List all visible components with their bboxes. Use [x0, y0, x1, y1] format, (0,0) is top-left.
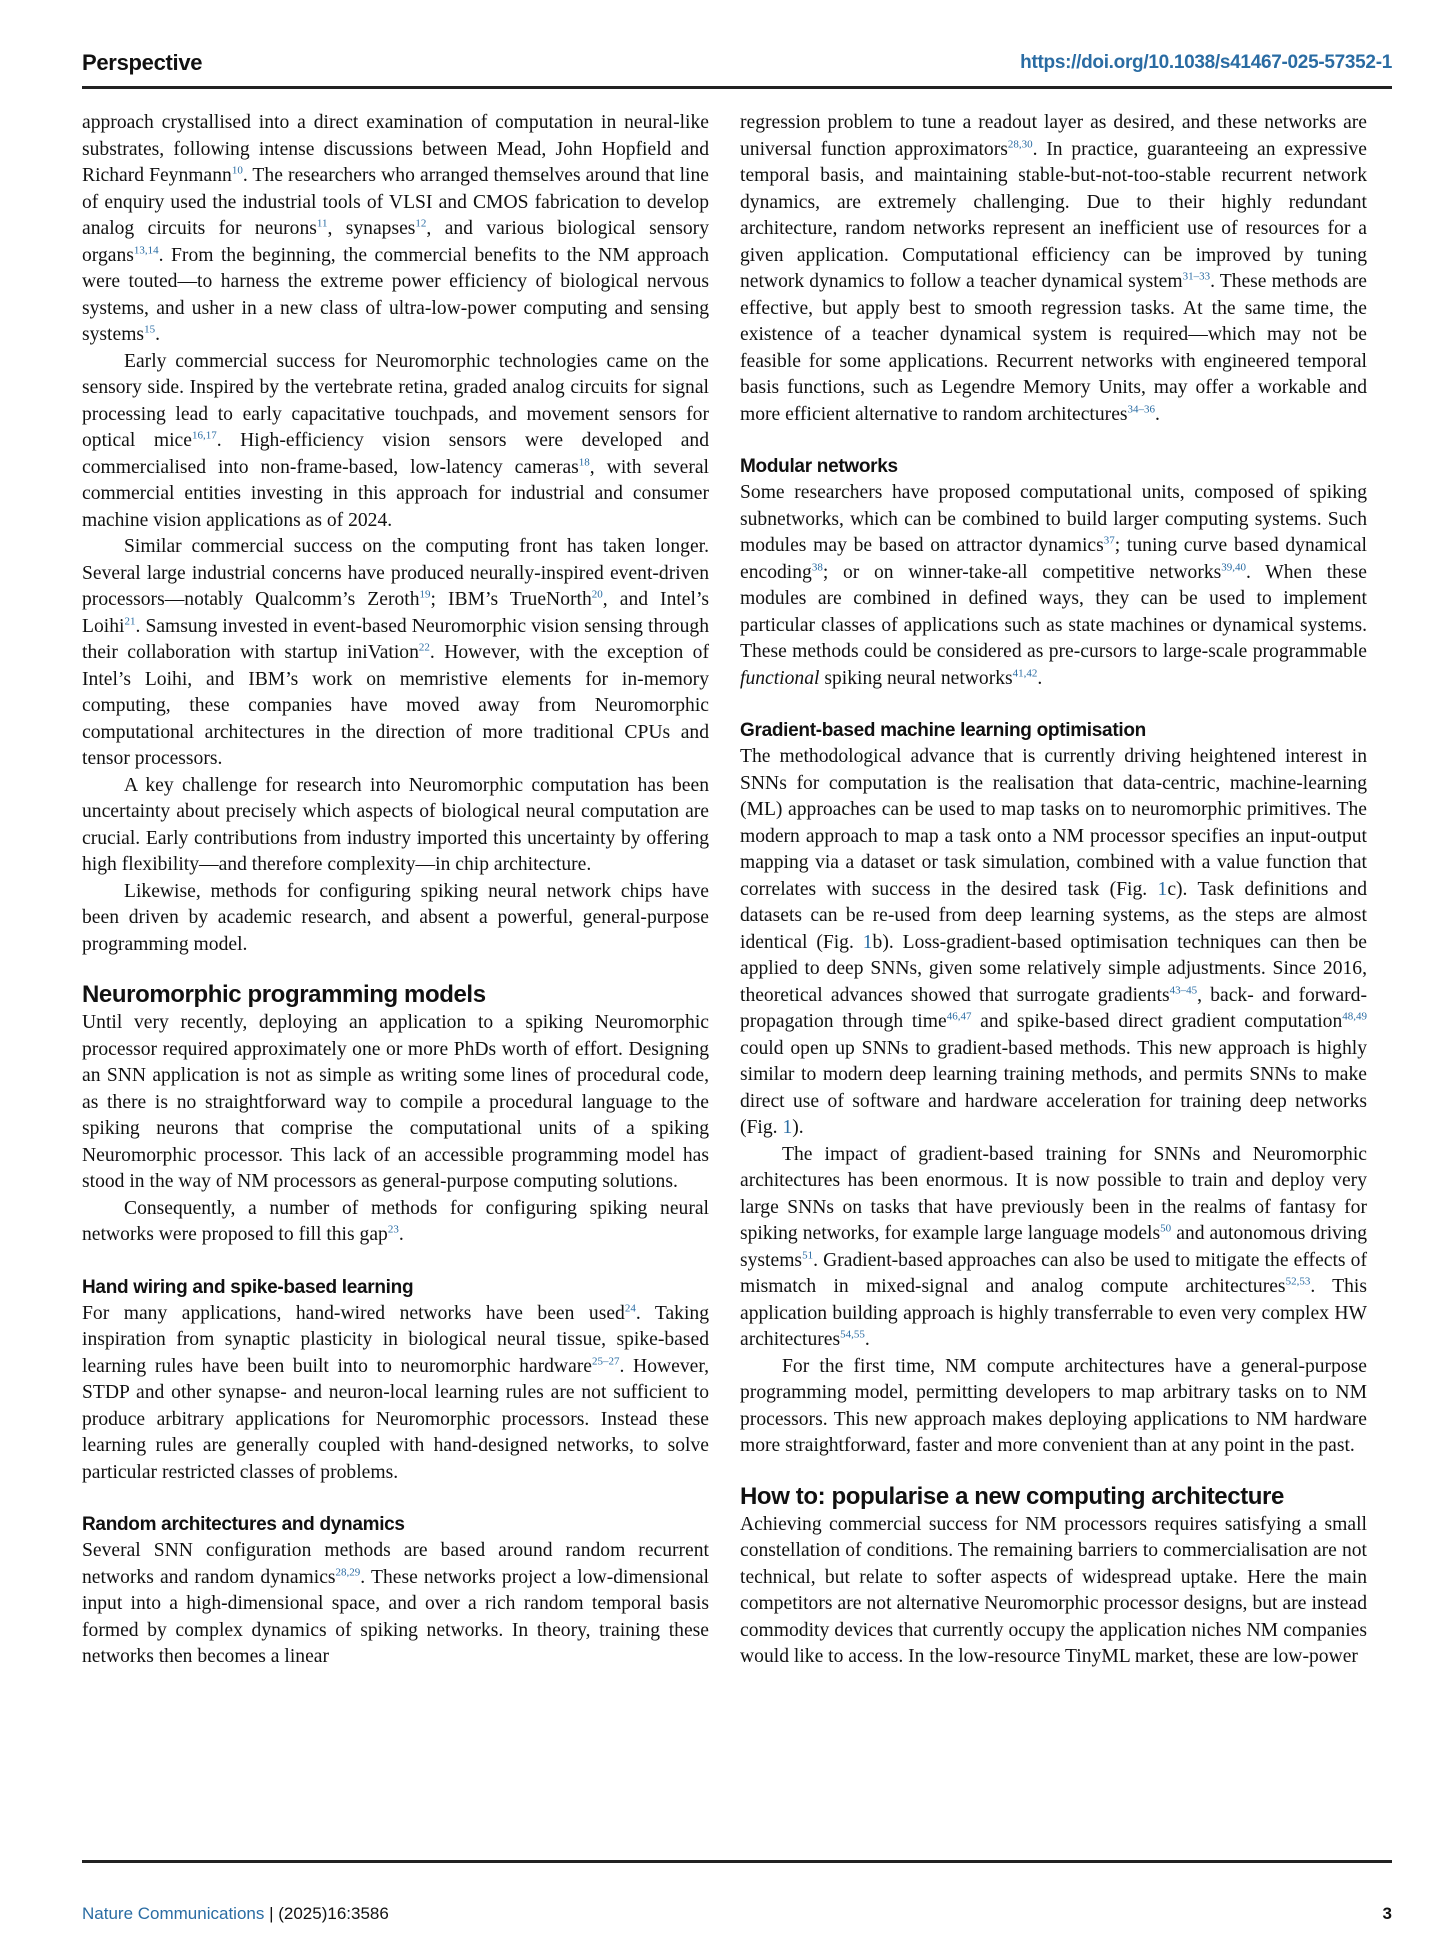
figure-reference-link[interactable]: 1: [782, 1117, 793, 1138]
body-paragraph: The methodological advance that is currently driving heightened interest in SNNs for computation is the realisation that data-centric, machine-learning (ML) approaches can be used to map tasks on to neuromorphic primitives. The modern approach to map a task onto a NM processor specifies an input-output mapping via a dataset or task simulation, combined with a value function that correlates with success in the desired task (Fig. 1c). Task definitions and datasets can be re-used from deep learning systems, as the steps are almost identical (Fig. 1b). Loss-gradient-based optimisation techniques can then be applied to deep SNNs, given some relatively simple adjustments. Since 2016, theoretical advances showed that surrogate gradients$^{43-45}$, back- and forward-propagation through time$^{46,47}$ and spike-based direct gradient computation$^{48,49}$ could open up SNNs to gradient-based methods. This new approach is highly similar to modern deep learning training methods, and permits SNNs to make direct use of software and hardware acceleration for training deep networks (Fig. 1).: [740, 746, 1368, 1138]
citation-reference[interactable]: 13,14: [133, 243, 159, 256]
citation-reference[interactable]: 41,42: [1012, 666, 1038, 679]
journal-name-link[interactable]: Nature Communications: [82, 1904, 265, 1923]
body-paragraph: Until very recently, deploying an application to a spiking Neuromorphic processor required approximately one or more PhDs worth of effort. Designing an SNN application is not as simple as writing some lines of procedural code, as there is no straightforward way to compile a procedural language to the spiking neurons that comprise the computational units of a spiking Neuromorphic processor. This lack of an accessible programming model has stood in the way of NM processors as general-purpose computing solutions.: [82, 1012, 709, 1192]
body-paragraph: Likewise, methods for configuring spiking neural network chips have been driven by academic research, and absent a powerful, general-purpose programming model.: [82, 880, 709, 955]
subsection-heading: Gradient-based machine learning optimisation: [740, 720, 1146, 741]
page-header: [82, 46, 1392, 86]
left-column: [82, 110, 709, 1671]
citation-reference[interactable]: 23: [387, 1223, 399, 1236]
page-footer: [82, 1904, 1392, 1934]
citation-reference[interactable]: 25–27: [592, 1354, 620, 1367]
citation-reference[interactable]: 48,49: [1342, 1010, 1367, 1023]
citation-reference[interactable]: 38: [811, 560, 823, 573]
citation-reference[interactable]: 31–33: [1182, 270, 1211, 283]
body-paragraph: Similar commercial success on the computing front has taken longer. Several large industrial concerns have produced neurally-inspired event-driven processors—notably Qualcomm’s Zeroth$^{19}$; IBM’s TrueNorth$^{20}$, and Intel’s Loihi$^{21}$. Samsung invested in event-based Neuromorphic vision sensing through their collaboration with startup iniVation$^{22}$. However, with the exception of Intel’s Loihi, and IBM’s work on memristive elements for in-memory computing, these companies have moved away from Neuromorphic computational architectures in the direction of more traditional CPUs and tensor processors.: [82, 536, 710, 769]
citation-reference[interactable]: 19: [419, 588, 431, 601]
page-number: 3: [1382, 1904, 1392, 1923]
citation-reference[interactable]: 15: [144, 323, 156, 336]
body-paragraph: Consequently, a number of methods for configuring spiking neural networks were proposed to fill this gap$^{23}$.: [82, 1197, 709, 1245]
citation-reference[interactable]: 20: [591, 588, 603, 601]
citation-reference[interactable]: 43–45: [1169, 983, 1198, 996]
citation-reference[interactable]: 24: [624, 1301, 636, 1314]
citation-reference[interactable]: 50: [1160, 1222, 1172, 1235]
citation-reference[interactable]: 18: [578, 455, 590, 468]
subsection-heading: Random architectures and dynamics: [82, 1514, 405, 1535]
citation-reference[interactable]: 11: [316, 217, 328, 230]
subsection-heading: Modular networks: [740, 456, 898, 477]
citation-reference[interactable]: 22: [418, 641, 430, 654]
citation-reference[interactable]: 51: [802, 1248, 814, 1261]
body-paragraph: For many applications, hand-wired networks have been used$^{24}$. Taking inspiration from synaptic plasticity in biological neural tissue, spike-based learning rules have been built into to neuromorphic hardware$^{25-27}$. However, STDP and other synapse- and neuron-local learning rules are not sufficient to produce arbitrary applications for Neuromorphic processors. Instead these learning rules are generally coupled with hand-designed networks, to solve particular restricted classes of problems.: [82, 1301, 709, 1483]
citation-reference[interactable]: 28,29: [335, 1565, 361, 1578]
volume-citation: (2025)16:3586: [278, 1904, 389, 1923]
section-heading: How to: popularise a new computing architecture: [740, 1482, 1284, 1510]
header-rule: [82, 86, 1392, 89]
right-column: [740, 110, 1367, 1671]
body-paragraph: The impact of gradient-based training for SNNs and Neuromorphic architectures has been enormous. It is now possible to train and deploy very large SNNs on tasks that have previously been in the realms of fantasy for spiking networks, for example large language models$^{50}$ and autonomous driving systems$^{51}$. Gradient-based approaches can also be used to mitigate the effects of mismatch in mixed-signal and analog compute architectures$^{52,53}$. This application building approach is highly transferrable to even very complex HW architectures$^{54,55}$.: [740, 1143, 1367, 1350]
citation-reference[interactable]: 28,30: [1007, 137, 1033, 150]
footer-rule: [82, 1860, 1392, 1863]
doi-link[interactable]: https://doi.org/10.1038/s41467-025-57352-1: [1020, 52, 1392, 73]
citation-reference[interactable]: 10: [231, 164, 243, 177]
body-paragraph: Achieving commercial success for NM processors requires satisfying a small constellation of conditions. The remaining barriers to commercialisation are not technical, but relate to softer aspects of widespread uptake. Here the main competitors are not alternative Neuromorphic processor designs, but are instead commodity devices that currently occupy the application niches NM companies would like to access. In the low-resource TinyML market, these are low-power: [740, 1513, 1367, 1667]
body-paragraph: For the first time, NM compute architectures have a general-purpose programming model, permitting developers to map arbitrary tasks on to NM processors. This new approach makes deploying applications to NM hardware more straightforward, faster and more convenient than at any point in the past.: [740, 1355, 1367, 1456]
body-paragraph: A key challenge for research into Neuromorphic computation has been uncertainty about precisely which aspects of biological neural computation are crucial. Early contributions from industry imported this uncertainty by offering high flexibility—and therefore complexity—in chip architecture.: [82, 774, 709, 875]
figure-reference-link[interactable]: 1: [1157, 878, 1168, 900]
body-paragraph: regression problem to tune a readout layer as desired, and these networks are universal function approximators$^{28,30}$. In practice, guaranteeing an expressive temporal basis, and maintaining stable-but-not-too-stable recurrent network dynamics, are extremely challenging. Due to their highly redundant architecture, random networks represent an inefficient use of resources for a given application. Computational efficiency can be improved by tuning network dynamics to follow a teacher dynamical system$^{31-33}$. These methods are effective, but apply best to smooth regression tasks. At the same time, the existence of a teacher dynamical system is required—which may not be feasible for some applications. Recurrent networks with engineered temporal basis functions, such as Legendre Memory Units, may offer a workable and more efficient alternative to random architectures$^{34-36}$.: [740, 112, 1367, 425]
citation-reference[interactable]: 39,40: [1221, 560, 1247, 573]
footer-separator: |: [264, 1904, 279, 1923]
body-paragraph: approach crystallised into a direct examination of computation in neural-like substrates, following intense discussions between Mead, John Hopfield and Richard Feynmann$^{10}$. The researchers who arranged themselves around that line of enquiry used the industrial tools of VLSI and CMOS fabrication to develop analog circuits for neurons$^{11}$, synapses$^{12}$, and various biological sensory organs$^{13,14}$. From the beginning, the commercial benefits to the NM approach were touted—to harness the extreme power efficiency of biological nervous systems, and usher in a new class of ultra-low-power computing and sensing systems$^{15}$.: [82, 112, 709, 345]
citation-reference[interactable]: 54,55: [840, 1328, 865, 1341]
body-paragraph: Early commercial success for Neuromorphic technologies came on the sensory side. Inspired by the vertebrate retina, graded analog circuits for signal processing lead to early capacitative touchpads, and movement sensors for optical mice$^{16,17}$. High-efficiency vision sensors were developed and commercialised into non-frame-based, low-latency cameras$^{18}$, with several commercial entities investing in this approach for industrial and consumer machine vision applications as of 2024.: [82, 350, 710, 531]
citation-reference[interactable]: 12: [415, 217, 427, 230]
section-heading: Neuromorphic programming models: [82, 981, 486, 1008]
figure-reference-link[interactable]: 1: [862, 931, 873, 953]
subsection-heading: Hand wiring and spike-based learning: [82, 1276, 414, 1298]
emphasized-text: functional: [740, 667, 820, 689]
citation-reference[interactable]: 16,17: [191, 429, 217, 442]
body-paragraph: Some researchers have proposed computational units, composed of spiking subnetworks, which can be combined to build larger computing systems. Such modules may be based on attractor dynamics$^{37}$; tuning curve based dynamical encoding$^{38}$; or on winner-take-all competitive networks$^{39,40}$. When these modules are combined in defined ways, they can be used to implement particular classes of applications such as state machines or dynamical systems. These methods could be considered as pre-cursors to large-scale programmable functional spiking neural networks$^{41,42}$.: [740, 482, 1367, 689]
body-paragraph: Several SNN configuration methods are based around random recurrent networks and random dynamics$^{28,29}$. These networks project a low-dimensional input into a high-dimensional space, and over a rich random temporal basis formed by complex dynamics of spiking networks. In theory, training these networks then becomes a linear: [82, 1540, 709, 1667]
citation-reference[interactable]: 34–36: [1127, 402, 1156, 415]
citation-reference[interactable]: 46,47: [946, 1010, 972, 1023]
citation-reference[interactable]: 37: [1103, 534, 1115, 547]
citation-reference[interactable]: 21: [124, 614, 136, 627]
citation-reference[interactable]: 52,53: [1285, 1275, 1311, 1288]
article-type-label: Perspective: [82, 50, 203, 75]
